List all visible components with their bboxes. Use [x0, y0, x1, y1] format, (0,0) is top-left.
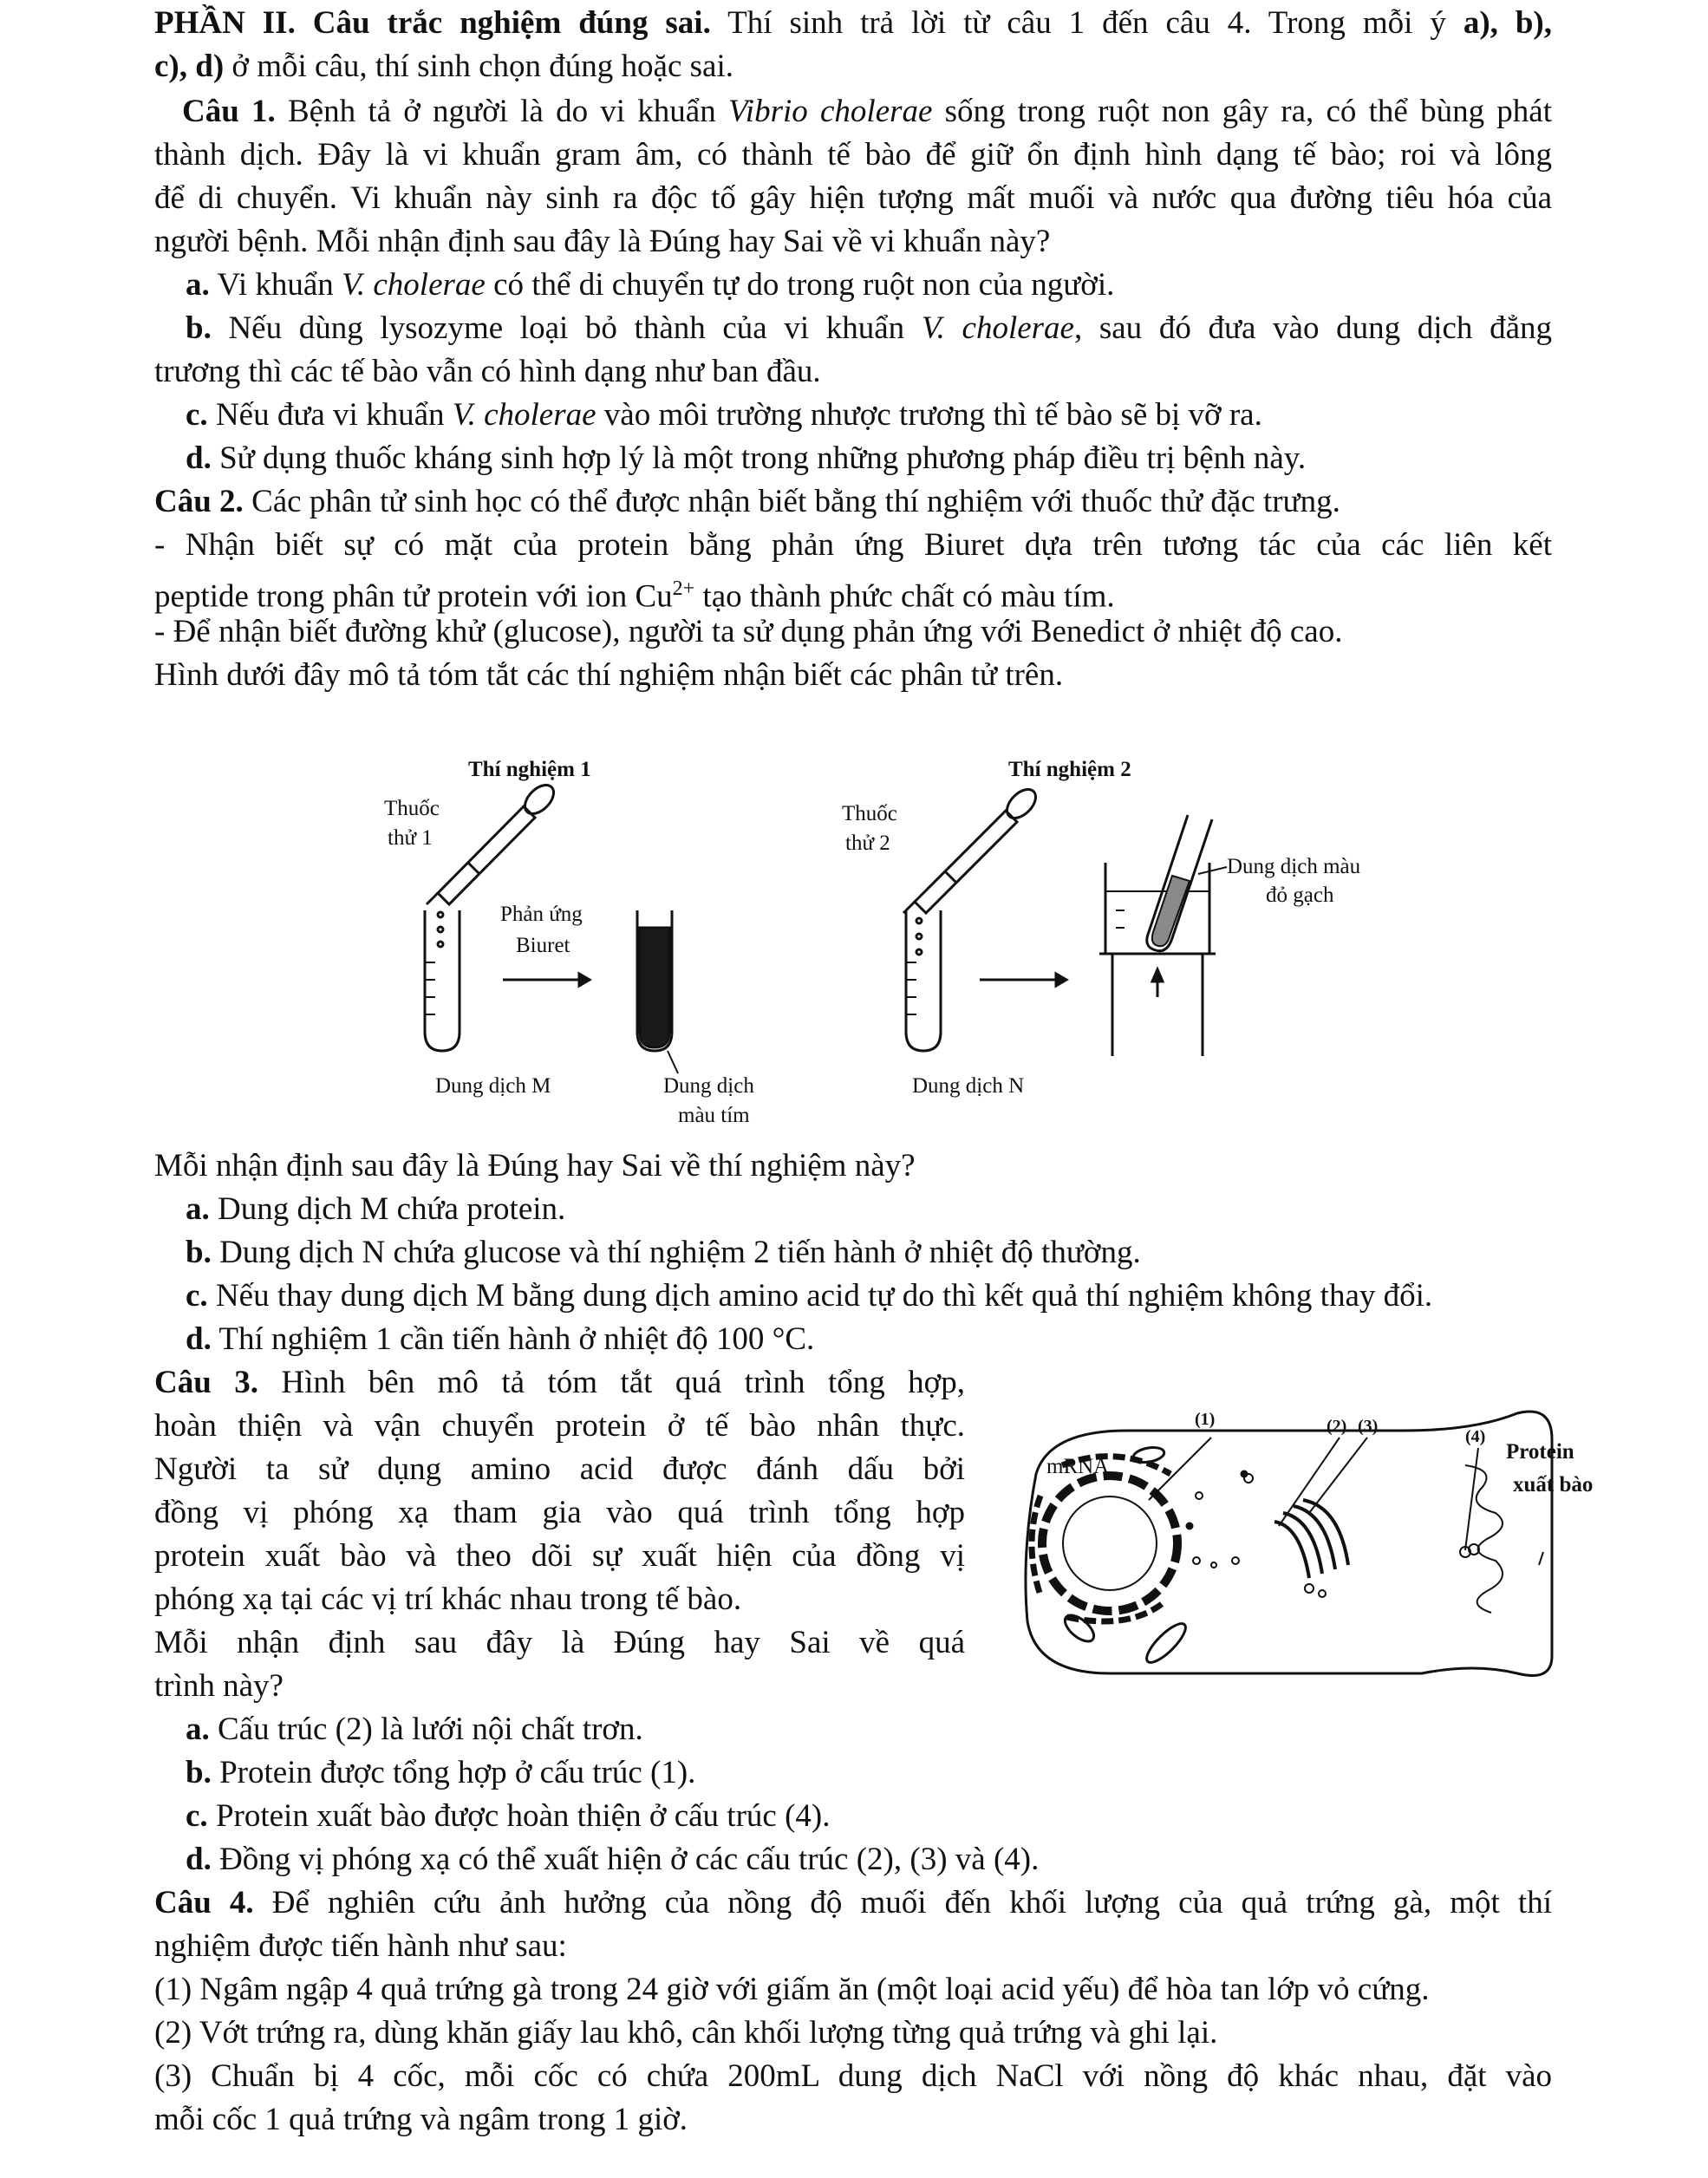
q1-label: Câu 1. — [182, 94, 276, 129]
vesicles — [1193, 1474, 1479, 1597]
q3-label: Câu 3. — [154, 1365, 258, 1400]
q4-step-3-line-2: mỗi cốc 1 quả trứng và ngâm trong 1 giờ. — [154, 2102, 688, 2137]
exp2-title: Thí nghiệm 2 — [1008, 758, 1131, 781]
q2-option-d: d. Thí nghiệm 1 cần tiến hành ở nhiệt độ 100 °C. — [186, 1321, 815, 1357]
q2-prompt: Mỗi nhận định sau đây là Đúng hay Sai về thí nghiệm này? — [154, 1148, 916, 1184]
section-intro-line-2: c), d) ở mỗi câu, thí sinh chọn đúng hoặc sai. — [154, 49, 733, 84]
label-structure-3: (3) — [1358, 1417, 1379, 1436]
q3-stem-line-3: Người ta sử dụng amino acid được đánh dấu bởi — [154, 1451, 965, 1487]
q3-option-b: b. Protein được tổng hợp ở cấu trúc (1). — [186, 1755, 696, 1790]
q3-stem-line-4: đồng vị phóng xạ tham gia vào quá trình tổng hợp — [154, 1495, 965, 1530]
reagent2-label-b: thử 2 — [845, 831, 890, 855]
solution-n-label: Dung dịch N — [912, 1074, 1025, 1098]
reaction-label-b: Biuret — [516, 934, 570, 957]
purple-solution-label-a: Dung dịch — [663, 1074, 754, 1098]
q3-stem-line-6: phóng xạ tại các vị trí khác nhau trong tế bào. — [154, 1581, 742, 1617]
q4-step-2: (2) Vớt trứng ra, dùng khăn giấy lau khô, cân khối lượng từng quả trứng và ghi lại. — [154, 2015, 1218, 2051]
section-heading: PHẦN II. Câu trắc nghiệm đúng sai. — [154, 5, 711, 41]
q2-option-b: b. Dung dịch N chứa glucose và thí nghiệm 2 tiến hành ở nhiệt độ thường. — [186, 1235, 1141, 1270]
brick-red-label-a: Dung dịch màu — [1227, 855, 1361, 878]
exp1-title: Thí nghiệm 1 — [468, 758, 591, 781]
label-structure-2: (2) — [1327, 1417, 1347, 1436]
q3-option-c: c. Protein xuất bào được hoàn thiện ở cấu trúc (4). — [186, 1798, 831, 1834]
q4-stem-line-2: nghiệm được tiến hành như sau: — [154, 1928, 567, 1964]
section-intro-line-1: PHẦN II. Câu trắc nghiệm đúng sai. Thí sinh trả lời từ câu 1 đến câu 4. Trong mỗi ý a), b), — [154, 5, 1552, 41]
q3-option-d: d. Đồng vị phóng xạ có thể xuất hiện ở các cấu trúc (2), (3) và (4). — [186, 1842, 1040, 1877]
q4-step-3-line-1: (3) Chuẩn bị 4 cốc, mỗi cốc có chứa 200mL dung dịch NaCl với nồng độ khác nhau, đặt vào — [154, 2058, 1552, 2094]
q3-option-a: a. Cấu trúc (2) là lưới nội chất trơn. — [186, 1712, 643, 1747]
q1-option-b: b. Nếu dùng lysozyme loại bỏ thành của vi khuẩn V. cholerae, sau đó đưa vào dung dịch đẳng — [186, 310, 1552, 346]
q3-stem-line-5: protein xuất bào và theo dõi sự xuất hiện của đồng vị — [154, 1538, 965, 1574]
q3-stem-line-2: hoàn thiện và vận chuyển protein ở tế bào nhân thực. — [154, 1408, 965, 1444]
q2-option-a: a. Dung dịch M chứa protein. — [186, 1191, 566, 1227]
label-mrna: mRNA — [1046, 1455, 1110, 1478]
q2-stem-line-5: Hình dưới đây mô tả tóm tắt các thí nghiệm nhận biết các phân tử trên. — [154, 657, 1064, 693]
label-structure-1: (1) — [1195, 1410, 1216, 1429]
q1-stem-line-1: Câu 1. Bệnh tả ở người là do vi khuẩn Vibrio cholerae sống trong ruột non gây ra, có thể bùng phát — [182, 94, 1552, 129]
nucleus — [1042, 1476, 1177, 1611]
pointer-lines — [1149, 1438, 1543, 1565]
reagent2-label-a: Thuốc — [842, 802, 897, 825]
q4-label: Câu 4. — [154, 1885, 254, 1920]
q2-stem-line-1: Câu 2. Các phân tử sinh học có thể được nhận biết bằng thí nghiệm với thuốc thử đặc trưng. — [154, 484, 1340, 519]
purple-solution-label-b: màu tím — [678, 1104, 750, 1127]
label-protein-a: Protein — [1506, 1440, 1574, 1464]
q1-option-d: d. Sử dụng thuốc kháng sinh hợp lý là một trong những phương pháp điều trị bệnh này. — [186, 440, 1307, 476]
q2-label: Câu 2. — [154, 484, 244, 519]
q4-stem-line-1: Câu 4. Để nghiên cứu ảnh hưởng của nồng độ muối đến khối lượng của quả trứng gà, một thí — [154, 1885, 1552, 1920]
q4-step-1: (1) Ngâm ngập 4 quả trứng gà trong 24 giờ với giấm ăn (một loại acid yếu) để hòa tan lớp vỏ cứng. — [154, 1972, 1430, 2007]
solution-m-label: Dung dịch M — [435, 1074, 551, 1098]
q1-stem-line-2: thành dịch. Đây là vi khuẩn gram âm, có thành tế bào để giữ ổn định hình dạng tế bào; roi và lông — [154, 137, 1552, 173]
q2-stem-line-3: peptide trong phân tử protein với ion $Cu^{2+}$ tạo thành phức chất có màu tím. — [154, 577, 1115, 615]
label-structure-4: (4) — [1465, 1427, 1486, 1446]
q1-option-b-cont: trương thì các tế bào vẫn có hình dạng như ban đầu. — [154, 354, 821, 389]
q1-option-a: a. Vi khuẩn V. cholerae có thể di chuyển tự do trong ruột non của người. — [186, 267, 1115, 303]
q3-stem-line-1: Câu 3. Hình bên mô tả tóm tắt quá trình tổng hợp, — [154, 1365, 965, 1400]
reagent1-label-b: thử 1 — [388, 826, 433, 850]
q3-stem-line-8: trình này? — [154, 1668, 284, 1704]
q2-stem-line-2: - Nhận biết sự có mặt của protein bằng phản ứng Biuret dựa trên tương tác của các liên kết — [154, 527, 1552, 563]
q2-option-c: c. Nếu thay dung dịch M bằng dung dịch amino acid tự do thì kết quả thí nghiệm không thay đổi. — [186, 1278, 1433, 1314]
q1-stem-line-3: để di chuyển. Vi khuẩn này sinh ra độc tố gây hiện tượng mất muối và nước qua đường tiêu hóa của — [154, 180, 1552, 216]
brick-red-label-b: đỏ gạch — [1266, 884, 1334, 907]
label-protein-b: xuất bào — [1513, 1473, 1594, 1497]
golgi-apparatus — [1274, 1500, 1348, 1578]
q3-stem-line-7: Mỗi nhận định sau đây là Đúng hay Sai về quá — [154, 1625, 965, 1660]
q2-stem-line-4: - Để nhận biết đường khử (glucose), người ta sử dụng phản ứng với Benedict ở nhiệt độ cao. — [154, 614, 1343, 649]
q1-option-c: c. Nếu đưa vi khuẩn V. cholerae vào môi trường nhược trương thì tế bào sẽ bị vỡ ra. — [186, 397, 1262, 433]
reaction-label-a: Phản ứng — [500, 903, 583, 926]
q1-stem-line-4: người bệnh. Mỗi nhận định sau đây là Đúng hay Sai về vi khuẩn này? — [154, 224, 1051, 259]
reagent1-label-a: Thuốc — [384, 797, 440, 820]
